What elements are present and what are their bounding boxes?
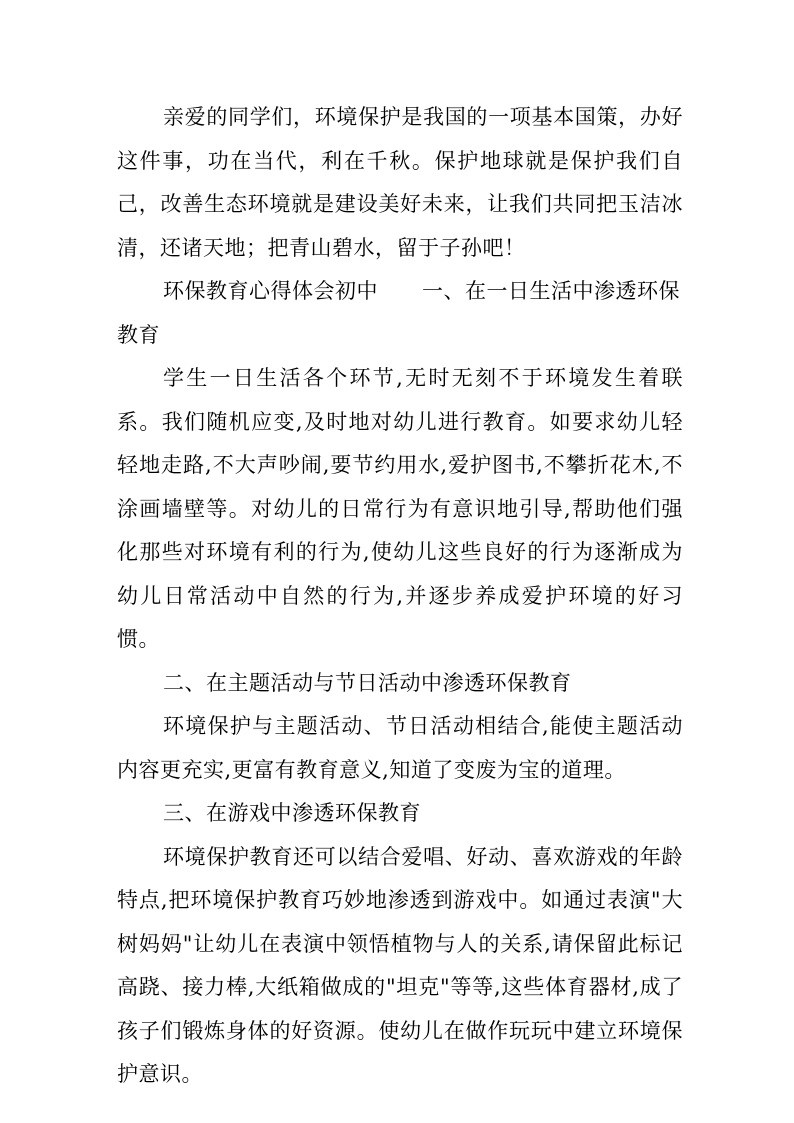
section2-body: 环境保护与主题活动、节日活动相结合,能使主题活动内容更充实,更富有教育意义,知道了变废为宝的道理。 bbox=[117, 714, 683, 782]
section2-heading: 二、在主题活动与节日活动中渗透环保教育 bbox=[163, 670, 572, 695]
article-title: 环保教育心得体会初中 bbox=[163, 279, 378, 303]
section3-heading: 三、在游戏中渗透环保教育 bbox=[163, 801, 421, 825]
section1-heading: 一、在一日生活中渗透环保教育 bbox=[117, 279, 680, 347]
title-row bbox=[117, 270, 683, 357]
document-body bbox=[117, 96, 683, 1097]
section3-body: 环境保护教育还可以结合爱唱、好动、喜欢游戏的年龄特点,把环境保护教育巧妙地渗透到游戏中。如通过表演"大树妈妈"让幼儿在表演中领悟植物与人的关系,请保留此标记高跷、接力棒,大纸箱做成的"坦克"等等,这些体育器材,成了孩子们锻炼身体的好资源。使幼儿在做作玩玩中建立环境保护意识。 bbox=[117, 844, 683, 1086]
closing-paragraph: 亲爱的同学们，环境保护是我国的一项基本国策，办好这件事，功在当代，利在千秋。保护地球就是保护我们自己，改善生态环境就是建设美好未来，让我们共同把玉洁冰清，还诸天地；把青山碧水，留于子孙吧！ bbox=[117, 105, 683, 260]
section1-body: 学生一日生活各个环节,无时无刻不于环境发生着联系。我们随机应变,及时地对幼儿进行教育。如要求幼儿轻轻地走路,不大声吵闹,要节约用水,爱护图书,不攀折花木,不涂画墙壁等。对幼儿的日常行为有意识地引导,帮助他们强化那些对环境有利的行为,使幼儿这些良好的行为逐渐成为幼儿日常活动中自然的行为,并逐步养成爱护环境的好习惯。 bbox=[117, 366, 683, 651]
